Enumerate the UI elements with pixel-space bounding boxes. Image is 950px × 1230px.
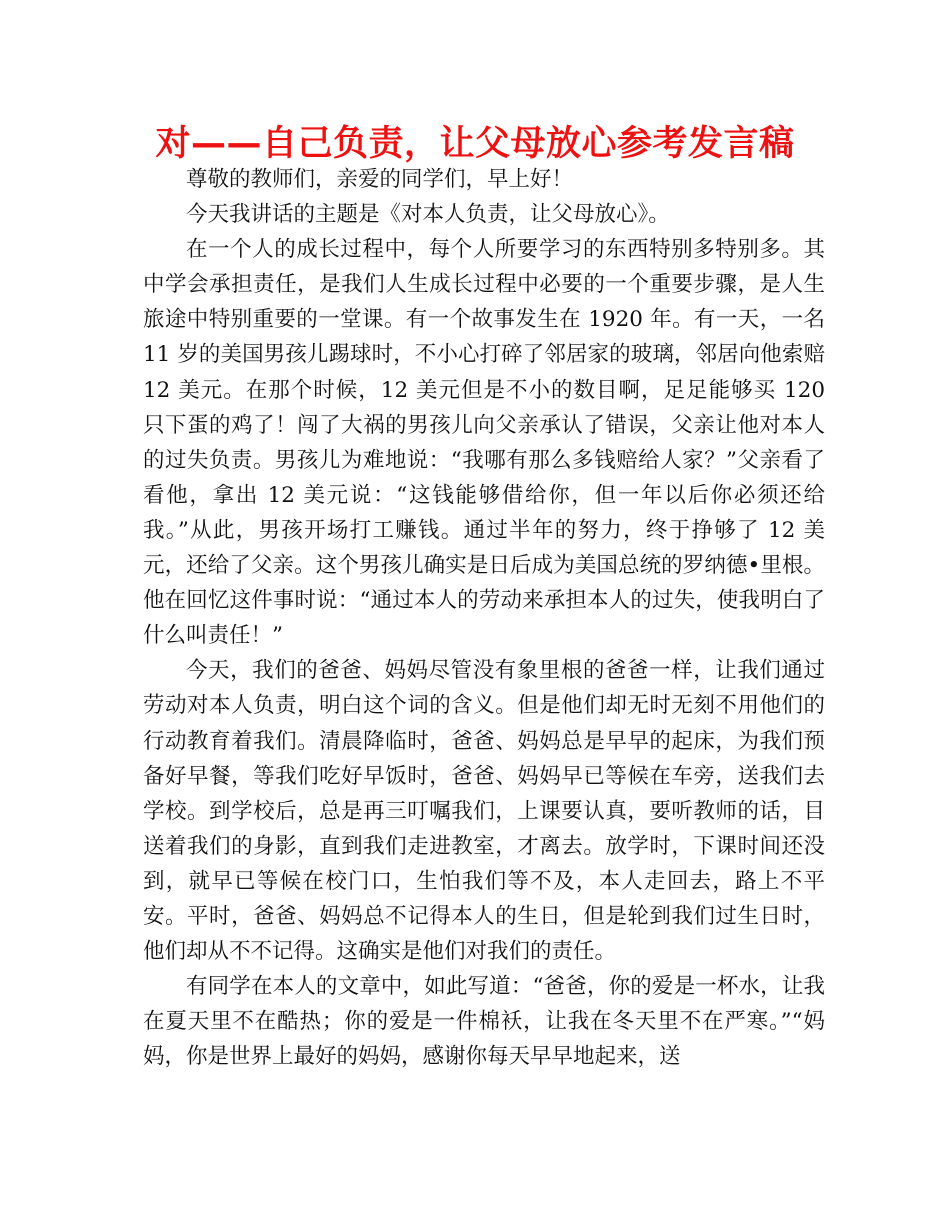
paragraph-student-essay: 有同学在本人的文章中，如此写道：“爸爸，你的爱是一杯水，让我在夏天里不在酷热；你的爱是一件棉袄，让我在冬天里不在严寒。”“妈妈，你是世界上最好的妈妈，感谢你每天早早地起来，送 bbox=[143, 974, 825, 1070]
document-title: 对——自己负责，让父母放心参考发言稿 bbox=[155, 124, 795, 164]
paragraph-reagan-story: 在一个人的成长过程中，每个人所要学习的东西特别多特别多。其中学会承担责任，是我们人生成长过程中必要的一个重要步骤，是人生旅途中特别重要的一堂课。有一个故事发生在 1920 年。有一天，一名 11 岁的美国男孩儿踢球时，不小心打碎了邻居家的玻璃，邻居向他索赔 12 美元。在那个时候，12 美元但是不小的数目啊，足足能够买 120 只下蛋的鸡了！闯了大祸的男孩儿向父亲承认了错误，父亲让他对本人的过失负责。男孩儿为难地说：“我哪有那么多钱赔给人家？”父亲看了看他，拿出 12 美元说：“这钱能够借给你，但一年以后你必须还给我。”从此，男孩开场打工赚钱。通过半年的努力，终于挣够了 12 美元，还给了父亲。这个男孩儿确实是日后成为美国总统的罗纳德•里根。他在回忆这件事时说：“通过本人的劳动来承担本人的过失，使我明白了什么叫责任！” bbox=[143, 237, 825, 649]
paragraph-topic: 今天我讲话的主题是《对本人负责，让父母放心》。 bbox=[186, 202, 670, 228]
paragraph-greeting: 尊敬的教师们，亲爱的同学们，早上好！ bbox=[186, 167, 574, 192]
document-body bbox=[143, 162, 825, 1074]
paragraph-parents: 今天，我们的爸爸、妈妈尽管没有象里根的爸爸一样，让我们通过劳动对本人负责，明白这个词的含义。但是他们却无时无刻不用他们的行动教育着我们。清晨降临时，爸爸、妈妈总是早早的起床，为我们预备好早餐，等我们吃好早饭时，爸爸、妈妈早已等候在车旁，送我们去学校。到学校后，总是再三叮嘱我们，上课要认真，要听教师的话，目送着我们的身影，直到我们走进教室，才离去。放学时，下课时间还没到，就早已等候在校门口，生怕我们等不及，本人走回去，路上不平安。平时，爸爸、妈妈总不记得本人的生日，但是轮到我们过生日时，他们却从不不记得。这确实是他们对我们的责任。 bbox=[143, 658, 825, 965]
